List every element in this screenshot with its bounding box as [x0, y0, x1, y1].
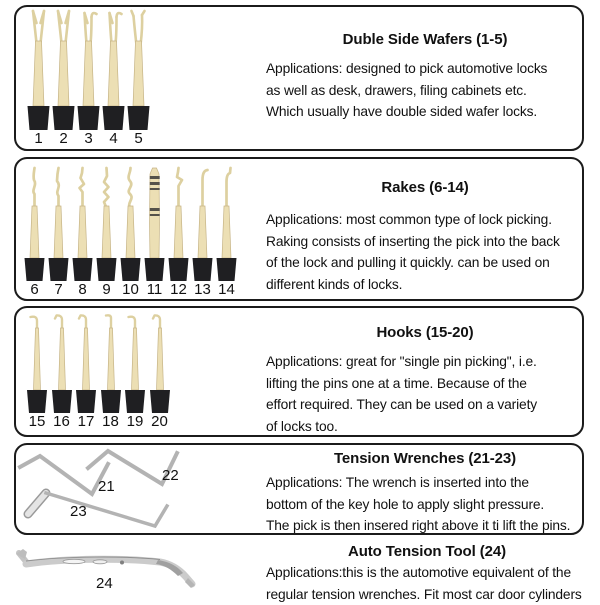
pick-number: 6: [30, 282, 38, 298]
hook-pick-icon: [99, 312, 123, 414]
section-auto-tension-tool: [0, 538, 600, 600]
section-text: [266, 324, 584, 437]
body-line: lifting the pins one at a time. Because of the: [266, 373, 584, 395]
hook-pick-20: [148, 312, 172, 430]
body-line: as well as desk, drawers, filing cabinets etc.: [266, 80, 584, 102]
wafer-pick-icon: [51, 7, 76, 131]
body-line: different kinds of locks.: [266, 274, 584, 296]
pick-number: 3: [84, 131, 92, 147]
wafer-picks-row: [26, 7, 151, 147]
wrench-number: 21: [98, 479, 115, 495]
body-line: Applications: The wrench is inserted into the: [266, 472, 584, 494]
body-line: Raking consists of inserting the pick into the back: [266, 231, 584, 253]
pick-number: 16: [53, 414, 70, 430]
wrench-number: 23: [70, 504, 87, 520]
pick-number: 13: [194, 282, 211, 298]
rake-pick-icon: [215, 164, 238, 282]
rake-picks-row: [23, 164, 239, 298]
hook-pick-icon: [123, 312, 147, 414]
rake-pick-6: [23, 164, 46, 298]
pick-number: 17: [78, 414, 95, 430]
body-line: regular tension wrenches. Fit most car door cylinders: [266, 584, 588, 605]
hook-pick-17: [74, 312, 98, 430]
pick-number: 9: [102, 282, 110, 298]
section-title: Duble Side Wafers (1-5): [266, 31, 584, 48]
section-hooks: [14, 306, 584, 437]
body-line: Applications: most common type of lock picking.: [266, 209, 584, 231]
wafer-pick-4: [101, 7, 126, 147]
wafer-pick-icon: [101, 7, 126, 131]
wrench-number: 22: [162, 468, 179, 484]
rake-pick-icon: [143, 164, 166, 282]
pick-number: 7: [54, 282, 62, 298]
pick-number: 10: [122, 282, 139, 298]
hook-pick-19: [123, 312, 147, 430]
hook-pick-icon: [25, 312, 49, 414]
pick-number: 19: [127, 414, 144, 430]
section-tension-wrenches: [14, 443, 584, 535]
hook-pick-icon: [74, 312, 98, 414]
wafer-pick-icon: [26, 7, 51, 131]
rake-pick-14: [215, 164, 238, 298]
rake-pick-12: [167, 164, 190, 298]
hook-pick-icon: [148, 312, 172, 414]
rake-pick-11: [143, 164, 166, 298]
wafer-pick-2: [51, 7, 76, 147]
body-line: of locks too.: [266, 416, 584, 438]
hook-pick-15: [25, 312, 49, 430]
hook-pick-icon: [50, 312, 74, 414]
section-double-side-wafers: [14, 5, 584, 151]
rake-pick-icon: [191, 164, 214, 282]
hook-picks-row: [25, 312, 172, 430]
rake-pick-icon: [23, 164, 46, 282]
pick-number: 2: [59, 131, 67, 147]
pick-number: 11: [147, 282, 163, 298]
rake-pick-icon: [119, 164, 142, 282]
pick-number: 1: [34, 131, 42, 147]
section-rakes: [14, 157, 584, 301]
hook-pick-16: [50, 312, 74, 430]
tension-wrenches-icon: [16, 445, 261, 533]
section-title: Auto Tension Tool (24): [266, 543, 588, 560]
wafer-pick-1: [26, 7, 51, 147]
body-line: Applications: designed to pick automotive locks: [266, 58, 584, 80]
rake-pick-7: [47, 164, 70, 298]
section-text: [266, 543, 588, 605]
pick-number: 18: [102, 414, 119, 430]
pick-number: 4: [109, 131, 117, 147]
body-line: The pick is then insered right above it ti lift the pins.: [266, 515, 584, 537]
section-text: [266, 179, 584, 295]
body-line: of the lock and pulling it quickly. can be used on: [266, 252, 584, 274]
rake-pick-9: [95, 164, 118, 298]
rake-pick-icon: [167, 164, 190, 282]
section-title: Hooks (15-20): [266, 324, 584, 341]
rake-pick-icon: [95, 164, 118, 282]
wafer-pick-3: [76, 7, 101, 147]
hook-pick-18: [99, 312, 123, 430]
pick-number: 20: [151, 414, 168, 430]
section-text: [266, 31, 584, 123]
tool-number: 24: [96, 576, 113, 592]
rake-pick-10: [119, 164, 142, 298]
wafer-pick-icon: [76, 7, 101, 131]
body-line: effort required. They can be used on a variety: [266, 394, 584, 416]
rake-pick-8: [71, 164, 94, 298]
pick-number: 14: [218, 282, 235, 298]
body-line: Applications:this is the automotive equivalent of the: [266, 562, 588, 584]
wafer-pick-5: [126, 7, 151, 147]
body-line: Which usually have double sided wafer locks.: [266, 101, 584, 123]
rake-pick-icon: [71, 164, 94, 282]
pick-number: 8: [78, 282, 86, 298]
section-text: [266, 450, 584, 537]
pick-number: 15: [29, 414, 46, 430]
pick-number: 5: [134, 131, 142, 147]
section-title: Rakes (6-14): [266, 179, 584, 196]
wafer-pick-icon: [126, 7, 151, 131]
body-line: bottom of the key hole to apply slight pressure.: [266, 494, 584, 516]
body-line: Applications: great for "single pin picking", i.e.: [266, 351, 584, 373]
section-title: Tension Wrenches (21-23): [266, 450, 584, 467]
rake-pick-icon: [47, 164, 70, 282]
rake-pick-13: [191, 164, 214, 298]
pick-number: 12: [170, 282, 187, 298]
